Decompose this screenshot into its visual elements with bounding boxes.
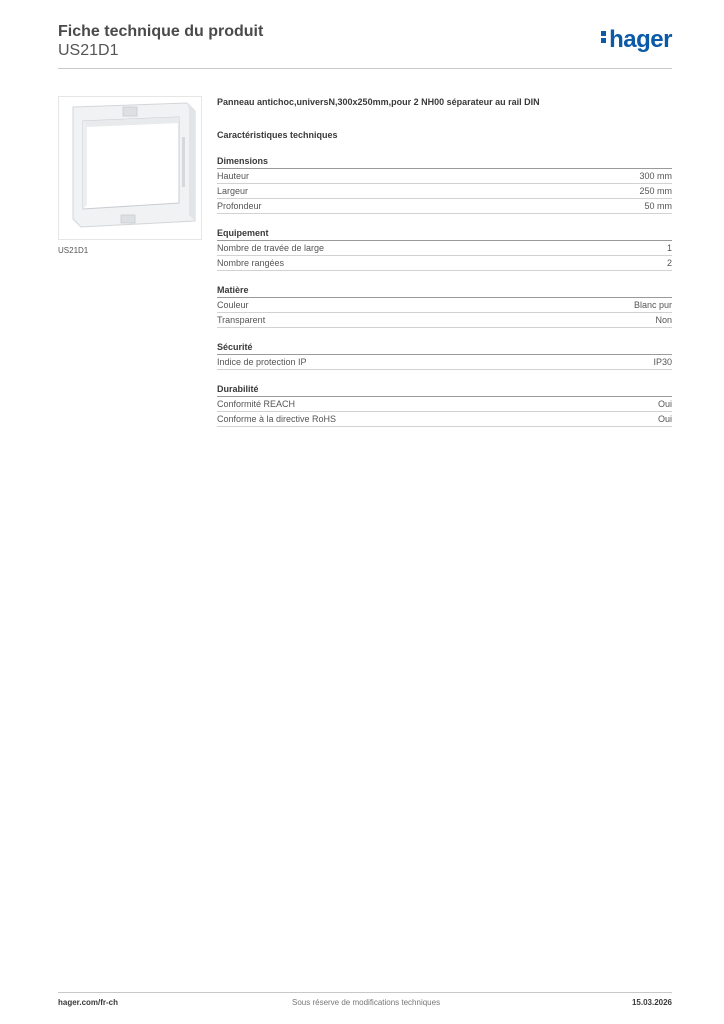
product-code: US21D1 xyxy=(58,42,119,59)
spec-section-durabilite xyxy=(217,382,672,427)
image-caption: US21D1 xyxy=(58,246,89,255)
spec-row xyxy=(217,199,672,214)
logo-text: hager xyxy=(609,26,672,53)
spec-row xyxy=(217,256,672,271)
spec-row xyxy=(217,298,672,313)
spec-row xyxy=(217,397,672,412)
footer-divider xyxy=(58,992,672,993)
section-title: Durabilité xyxy=(217,382,672,397)
section-title: Equipement xyxy=(217,226,672,241)
spec-value: 1 xyxy=(666,243,672,253)
spec-value: Oui xyxy=(657,399,672,409)
spec-row xyxy=(217,241,672,256)
page-header xyxy=(58,20,672,70)
hager-logo xyxy=(601,26,672,54)
product-image xyxy=(58,96,202,240)
header-divider xyxy=(58,68,672,69)
spec-content xyxy=(217,94,672,427)
spec-value: 50 mm xyxy=(644,201,672,211)
spec-label: Conforme à la directive RoHS xyxy=(217,414,337,424)
spec-label: Hauteur xyxy=(217,171,250,181)
spec-row xyxy=(217,355,672,370)
section-title: Dimensions xyxy=(217,154,672,169)
spec-section-dimensions xyxy=(217,154,672,214)
tech-specs-heading: Caractéristiques techniques xyxy=(217,130,338,140)
spec-label: Nombre de travée de large xyxy=(217,243,325,253)
spec-label: Nombre rangées xyxy=(217,258,285,268)
product-description: Panneau antichoc,universN,300x250mm,pour 2 NH00 séparateur au rail DIN xyxy=(217,97,540,107)
logo-dots-icon xyxy=(601,29,607,45)
spec-row xyxy=(217,412,672,427)
panel-illustration-icon xyxy=(59,97,201,239)
spec-row xyxy=(217,313,672,328)
spec-value: 250 mm xyxy=(639,186,672,196)
page-title: Fiche technique du produit xyxy=(58,23,264,40)
spec-row xyxy=(217,169,672,184)
spec-label: Conformité REACH xyxy=(217,399,296,409)
spec-label: Largeur xyxy=(217,186,249,196)
spec-section-equipement xyxy=(217,226,672,271)
section-title: Matière xyxy=(217,283,672,298)
section-title: Sécurité xyxy=(217,340,672,355)
spec-section-securite xyxy=(217,340,672,370)
spec-label: Couleur xyxy=(217,300,249,310)
spec-label: Transparent xyxy=(217,315,266,325)
spec-row xyxy=(217,184,672,199)
spec-value: Blanc pur xyxy=(633,300,672,310)
footer-date: 15.03.2026 xyxy=(631,998,672,1007)
spec-section-matiere xyxy=(217,283,672,328)
spec-label: Profondeur xyxy=(217,201,262,211)
spec-value: Oui xyxy=(657,414,672,424)
spec-value: 300 mm xyxy=(639,171,672,181)
footer-disclaimer: Sous réserve de modifications techniques xyxy=(292,998,441,1007)
spec-value: 2 xyxy=(666,258,672,268)
spec-value: Non xyxy=(655,315,672,325)
spec-label: Indice de protection IP xyxy=(217,357,307,367)
footer-website: hager.com/fr-ch xyxy=(58,998,119,1007)
spec-value: IP30 xyxy=(653,357,672,367)
